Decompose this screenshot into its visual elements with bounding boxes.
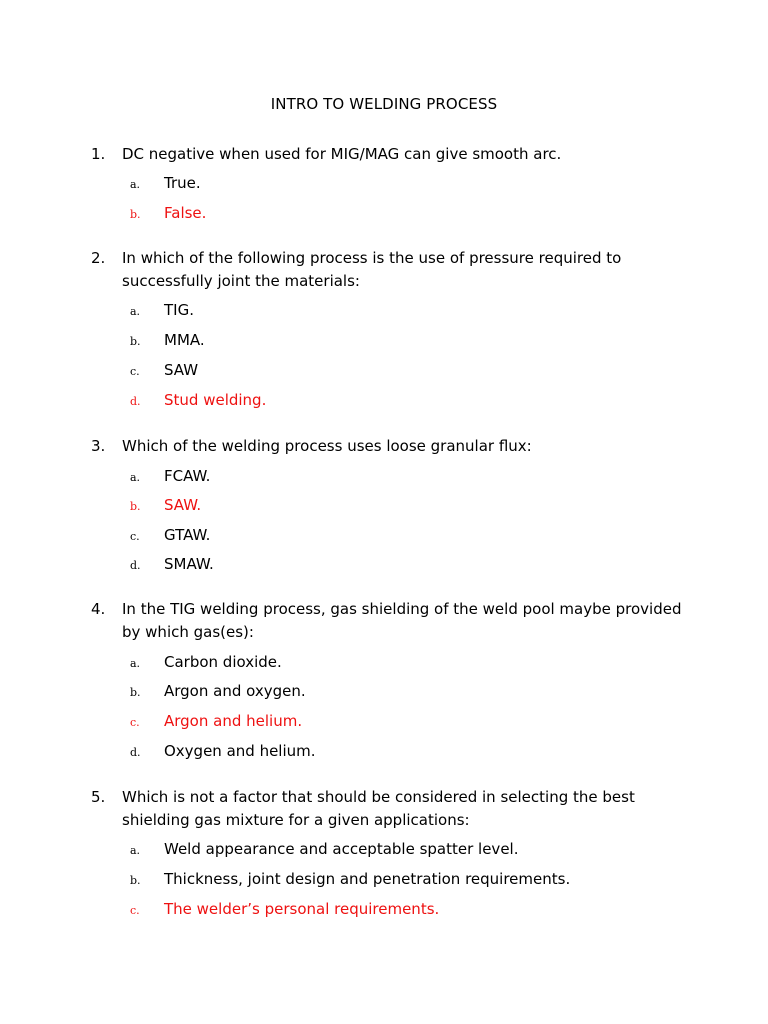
option-4b <box>130 681 306 703</box>
option-text: Thickness, joint design and penetration requirements. <box>164 870 571 888</box>
question-number: 2. <box>91 249 106 267</box>
question-1 <box>91 143 691 166</box>
option-letter: c. <box>130 365 140 378</box>
option-text: GTAW. <box>164 526 211 544</box>
option-2d <box>130 390 266 412</box>
option-letter: a. <box>130 844 141 857</box>
option-2a <box>130 300 194 322</box>
option-text: Oxygen and helium. <box>164 742 316 760</box>
question-text: Which is not a factor that should be considered in selecting the best shielding gas mixture for a given applications: <box>122 788 635 829</box>
option-text-answer: SAW. <box>164 496 202 514</box>
option-text-answer: Stud welding. <box>164 391 267 409</box>
option-text: MMA. <box>164 331 205 349</box>
option-3c <box>130 525 210 547</box>
option-2c <box>130 360 198 382</box>
option-text: TIG. <box>164 301 194 319</box>
option-4d <box>130 741 316 763</box>
question-number: 3. <box>91 437 106 455</box>
option-letter: d. <box>130 559 141 572</box>
option-1a <box>130 173 201 195</box>
option-text: True. <box>164 174 201 192</box>
question-3 <box>91 435 691 458</box>
option-5a <box>130 839 518 861</box>
option-text: Carbon dioxide. <box>164 653 282 671</box>
option-text: FCAW. <box>164 467 211 485</box>
option-3b <box>130 495 201 517</box>
question-text: Which of the welding process uses loose granular flux: <box>122 437 532 455</box>
option-letter: d. <box>130 746 141 759</box>
option-letter: a. <box>130 471 141 484</box>
option-text: SMAW. <box>164 555 214 573</box>
question-number: 4. <box>91 600 106 618</box>
option-4c <box>130 711 302 733</box>
option-text-answer: Argon and helium. <box>164 712 303 730</box>
option-letter: d. <box>130 395 141 408</box>
question-4 <box>91 598 691 644</box>
option-letter: a. <box>130 305 141 318</box>
option-3d <box>130 554 214 576</box>
page-title: INTRO TO WELDING PROCESS <box>270 95 498 113</box>
option-text: SAW <box>164 361 199 379</box>
option-3a <box>130 466 210 488</box>
option-5b <box>130 869 570 891</box>
option-letter: b. <box>130 874 141 887</box>
question-text: DC negative when used for MIG/MAG can give smooth arc. <box>122 145 562 163</box>
option-letter: a. <box>130 657 141 670</box>
option-1b <box>130 203 206 225</box>
option-2b <box>130 330 205 352</box>
option-letter: a. <box>130 178 141 191</box>
option-letter: b. <box>130 208 141 221</box>
question-text: In the TIG welding process, gas shielding of the weld pool maybe provided by which gas(es): <box>122 600 682 641</box>
question-number: 5. <box>91 788 106 806</box>
option-letter: b. <box>130 500 141 513</box>
option-5c <box>130 899 439 921</box>
option-letter: c. <box>130 530 140 543</box>
option-letter: c. <box>130 904 140 917</box>
option-4a <box>130 652 282 674</box>
option-letter: c. <box>130 716 140 729</box>
question-2 <box>91 247 691 293</box>
question-text: In which of the following process is the use of pressure required to successfully joint the materials: <box>122 249 622 290</box>
question-number: 1. <box>91 145 106 163</box>
option-letter: b. <box>130 335 141 348</box>
option-letter: b. <box>130 686 141 699</box>
option-text-answer: The welder’s personal requirements. <box>164 900 440 918</box>
option-text: Argon and oxygen. <box>164 682 306 700</box>
question-5 <box>91 786 691 832</box>
option-text-answer: False. <box>164 204 207 222</box>
option-text: Weld appearance and acceptable spatter level. <box>164 840 519 858</box>
